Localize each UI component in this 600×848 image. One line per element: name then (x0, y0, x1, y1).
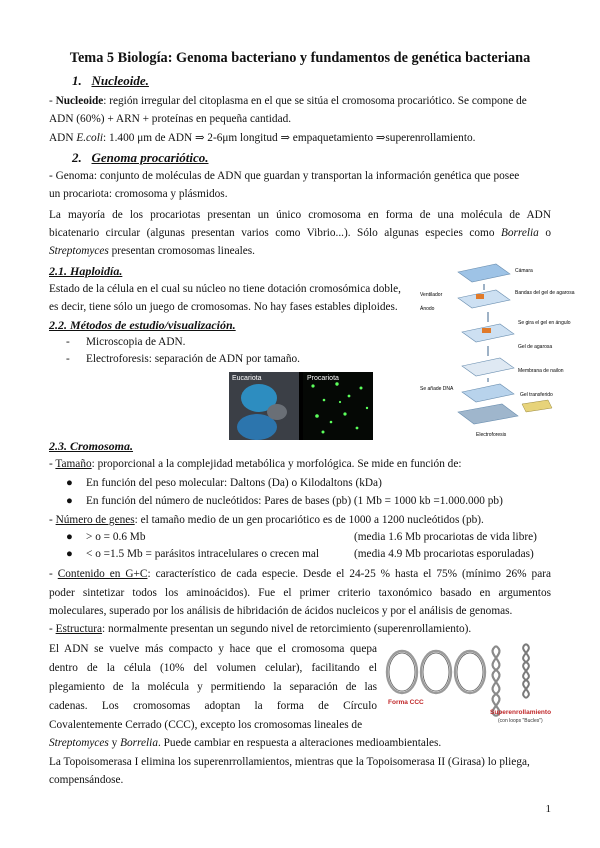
section-2-2-heading: 2.2. Métodos de estudio/visualización. (49, 318, 236, 332)
estructura-line: - Estructura: normalmente presentan un segundo nivel de retorcimiento (superenrollamiento). (49, 623, 472, 635)
section-1-heading (72, 73, 149, 89)
haploidia-line1: Estado de la célula en el cual su núcleo no tiene dotación cromosómica doble, (49, 283, 401, 295)
topo-line2: compensándose. (49, 774, 124, 786)
electrophoresis-diagram (418, 262, 575, 444)
nucleoide-paragraph: - Nucleoide: región irregular del citoplasma en el que se sitúa el cromosoma procariótico. Se compone de (49, 95, 527, 107)
list-item: - Microscopia de ADN. (66, 336, 186, 348)
section-title: Nucleoide. (91, 73, 149, 88)
diagram-label: Se gira el gel en ángulo (518, 320, 571, 326)
adn-line6: Streptomyces y Borrelia. Puede cambiar en respuesta a alteraciones medioambientales. (49, 737, 442, 749)
page-title: Tema 5 Biología: Genoma bacteriano y fundamentos de genética bacteriana (69, 50, 531, 66)
gc-line3: moleculares, superado por los análisis de hibridación de ácidos nucleicos y por el análisis de genomas. (49, 605, 513, 617)
diagram-label: Cámara (515, 268, 533, 274)
diagram-label: Se añade DNA (420, 386, 454, 392)
diagram-label: Gel de agarosa (518, 344, 553, 350)
label-superenrollamiento-sub: (con loops "Bucles") (498, 718, 543, 724)
section-2-heading: 2. Genoma procariótico. (72, 150, 209, 165)
haploidia-line2: es decir, tiene sólo un juego de cromosomas. No hay fases estables diploides. (49, 301, 398, 313)
nucleoide-paragraph-line2: ADN (60%) + ARN + proteínas en pequeña cantidad. (49, 113, 292, 125)
list-item: ● En función del número de nucleótidos: Pares de bases (pb) (1 Mb = 1000 kb =1.000.000 pb) (66, 495, 503, 507)
diagram-label: Ánodo (420, 306, 435, 312)
list-item: - Electroforesis: separación de ADN por tamaño. (66, 353, 300, 365)
section-2-1-heading: 2.1. Haploidía. (49, 264, 123, 278)
micro-label-eucariota: Eucariota (232, 375, 262, 382)
genes-line: - Número de genes: el tamaño medio de un gen procariótico es de 1000 a 1200 nucleótidos (pb). (49, 514, 484, 526)
label-superenrollamiento: Superenrollamiento (490, 709, 552, 716)
list-item: ● > o = 0.6 Mb (media 1.6 Mb procariotas de vida libre) (66, 531, 537, 543)
gc-line2: poder sintetizar todos los aminoácidos). Fue el primer criterio taxonómico basado en argumentos (49, 587, 551, 599)
diagram-label: Electroforesis (476, 432, 507, 438)
supercoiling-figure (384, 640, 554, 724)
term: Nucleoide (55, 95, 104, 107)
tamano-line: - Tamaño: proporcional a la complejidad metabólica y morfológica. Se mide en función de: (49, 458, 462, 470)
text: : región irregular del citoplasma en el que se sitúa el cromosoma procariótico. Se compone de (103, 95, 527, 107)
diagram-label: Gel transferido (520, 392, 553, 398)
gc-line1: - Contenido en G+C: característico de cada especie. Desde el 24-25 % hasta el 75% (mínimo 26% para (49, 568, 551, 580)
topo-line1: La Topoisomerasa I elimina los superenrrollamientos, mientras que la Topoisomerasa II (Girasa) lo pliega, (49, 756, 530, 768)
procariotas-line3: Streptomyces presentan cromosomas lineales. (49, 245, 255, 257)
list-item: ● < o =1.5 Mb = parásitos intracelulares o crecen mal (media 4.9 Mb procariotas esporuladas) (66, 548, 534, 560)
adn-line5: Covalentemente Cerrado (CCC), excepto los cromosomas lineales de (49, 719, 363, 731)
diagram-label: Ventilador (420, 292, 443, 298)
adn-line2: dentro de la célula (10% del volumen celular), facilitando el (49, 662, 377, 674)
adn-line4: cadenas. Los cromosomas adoptan la forma de Círculo (49, 700, 377, 712)
micro-label-procariota: Procariota (307, 375, 339, 382)
microscopy-figure (229, 372, 373, 440)
ecoli-line: ADN E.coli: 1.400 μm de ADN ⇒ 2-6μm longitud ⇒ empaquetamiento ⇒superenrollamiento. (49, 132, 476, 144)
adn-line3: plegamiento de la molécula y permitiendo la separación de las (49, 681, 377, 693)
procariotas-line1: La mayoría de los procariotas presentan un único cromosoma en forma de una molécula de ADN (49, 209, 551, 221)
list-item: ● En función del peso molecular: Daltons (Da) o Kilodaltons (kDa) (66, 477, 382, 489)
label-forma-ccc: Forma CCC (388, 699, 424, 706)
page-number: 1 (545, 803, 551, 815)
adn-line1: El ADN se vuelve más compacto y hace que el cromosoma quepa (49, 643, 377, 655)
diagram-label: Membrana de nailon (518, 368, 564, 374)
section-2-3-heading: 2.3. Cromosoma. (49, 439, 134, 453)
procariotas-line2: bicatenario circular (algunas presentan varios como Vibrio...). Sólo algunas especies como Borrelia o (49, 227, 551, 239)
genoma-line2: un procariota: cromosoma y plásmidos. (49, 188, 228, 200)
section-number: 1. (72, 73, 82, 88)
genoma-line1: - Genoma: conjunto de moléculas de ADN que guardan y transportan la información genética que posee (49, 170, 520, 182)
diagram-label: Bandas del gel de agarosa (515, 290, 575, 296)
